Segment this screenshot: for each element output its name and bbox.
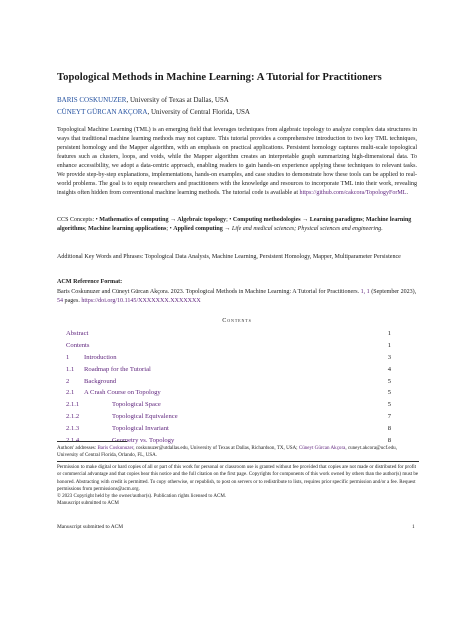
author-line-1: [57, 96, 229, 104]
code-link[interactable]: https://github.com/cakcora/TopologyForML: [299, 190, 407, 197]
toc-entry[interactable]: [57, 413, 391, 425]
footnote-author-2[interactable]: Cüneyt Gürcan Akçora: [298, 445, 346, 451]
toc-label[interactable]: Roadmap for the Tutorial: [84, 365, 151, 373]
authors-addresses: [57, 445, 419, 460]
toc-page-number: 1: [387, 341, 391, 349]
toc-page-number: 7: [387, 413, 391, 421]
footer-left: Manuscript submitted to ACM: [57, 524, 124, 530]
ccs-concept-5: Applied computing: [173, 226, 223, 233]
footnote-rule: [57, 441, 127, 442]
toc-label[interactable]: A Crash Course on Topology: [84, 389, 161, 397]
toc-page-number: 1: [387, 330, 391, 337]
toc-label[interactable]: Topological Space: [112, 401, 161, 409]
permission-block: [57, 464, 419, 508]
author-name-2[interactable]: CÜNEYT GÜRCAN AKÇORA: [57, 108, 148, 116]
toc-label[interactable]: Abstract: [66, 330, 89, 337]
toc-entry[interactable]: [57, 342, 391, 354]
author-affiliation-2: , University of Central Florida, USA: [147, 108, 250, 116]
toc-entry[interactable]: [57, 378, 391, 390]
footnote-lead: Authors' addresses:: [57, 445, 98, 451]
ccs-concepts: [57, 216, 417, 234]
toc-number: 2: [66, 377, 70, 385]
permission-text: Permission to make digital or hard copies of all or part of this work for personal or classroom use is granted without fee provided that copies are not made or distributed for profit or commercial advantage and that copies bear this notice and the full citation on the first page. Copyrights for components of this work owned by others than the author(s) must be honored. Abstracting with credit is permitted. To copy otherwise, or republish, to post on servers or to redistribute to lists, requires prior specific permission and/or a fee. Request permissions from permissions@acm.org.: [57, 464, 419, 492]
ccs-concept-3: Machine learning algorithms: [57, 217, 412, 233]
toc-number: 1.1: [66, 365, 75, 373]
volume-link[interactable]: 1, 1: [360, 289, 370, 295]
ccs-concept-6: Life and medical sciences; Physical sciences and engineering: [231, 226, 382, 233]
ccs-lead: CCS Concepts: •: [57, 217, 100, 223]
toc-label[interactable]: Topological Invariant: [112, 425, 169, 433]
toc-page-number: 8: [387, 437, 391, 445]
reference-line-3: pages.: [63, 298, 82, 305]
author-affiliation-1: , University of Texas at Dallas, USA: [126, 96, 229, 104]
toc-number: 2.1: [66, 389, 75, 397]
reference-text: [57, 288, 419, 306]
toc-label[interactable]: Geometry vs. Topology: [112, 437, 175, 445]
footnote-text-2: , cuneyt.akcora@ucf.edu, University of Central Florida, Orlando, FL, USA.: [57, 445, 397, 459]
toc-number: 2.1.2: [66, 413, 80, 421]
footnote-text-1: , coskunuzer@utdallas.edu, University of Texas at Dallas, Richardson, TX, USA;: [133, 445, 299, 451]
submitted-text: Manuscript submitted to ACM: [57, 500, 119, 507]
toc-number: 2.1.4: [66, 437, 80, 445]
toc-entry[interactable]: [57, 330, 391, 342]
abstract-end: .: [406, 190, 408, 197]
copyright-text: © 2023 Copyright held by the owner/author(s). Publication rights licensed to ACM.: [57, 493, 227, 500]
toc-label[interactable]: Contents: [66, 341, 90, 349]
toc-page-number: 5: [387, 377, 391, 385]
footnote-author-1[interactable]: Baris Coskunuzer: [97, 445, 134, 451]
keywords: Additional Key Words and Phrases: Topological Data Analysis, Machine Learning, Persistent Homology, Mapper, Multiparameter Persistence: [57, 254, 401, 260]
paper-title: Topological Methods in Machine Learning: A Tutorial for Practitioners: [57, 72, 382, 83]
table-of-contents: [57, 330, 391, 449]
toc-page-number: 5: [387, 401, 391, 409]
ccs-arrow: →: [222, 226, 232, 233]
ccs-sep-1: ; •: [226, 217, 233, 223]
ccs-sep-4: ; •: [166, 226, 174, 233]
toc-page-number: 8: [387, 425, 391, 433]
abstract-text: Topological Machine Learning (TML) is an emerging field that leverages techniques from algebraic topology to analyze complex data structures in ways that traditional machine learning methods may not capture. This tutorial provides a comprehensive introduction to two key TML techniques, persistent homology and the Mapper algorithm, with an emphasis on practical applications. Persistent homology captures multi-scale topological features such as clusters, loops, and voids, while the Mapper algorithm creates an interpretable graph summarizing high-dimensional data. To enhance accessibility, we adopt a data-centric approach, enabling readers to gain hands-on experience applying these techniques to relevant tasks. We provide step-by-step explanations, implementations, hands-on examples, and case studies to demonstrate how these tools can be applied to real-world problems. The goal is to equip researchers and practitioners with the knowledge and resources to incorporate TML into their work, revealing insights often hidden from conventional machine learning methods. The tutorial code is available at: [57, 127, 417, 197]
reference-line-1: Baris Coskunuzer and Cüneyt Gürcan Akçora. 2023. Topological Methods in Machine Learning: A Tutorial for Practitioners.: [57, 289, 361, 295]
page-number: 1: [412, 524, 415, 530]
toc-page-number: 4: [387, 365, 391, 373]
pages-link[interactable]: 54: [57, 298, 64, 305]
toc-label[interactable]: Introduction: [84, 353, 117, 361]
toc-entry[interactable]: [57, 401, 391, 413]
toc-page-number: 5: [387, 389, 391, 397]
permission-rule: [57, 461, 419, 462]
toc-entry[interactable]: [57, 389, 391, 401]
toc-entry[interactable]: [57, 366, 391, 378]
ccs-concept-1: Mathematics of computing → Algebraic topology: [99, 217, 227, 223]
reference-line-2: (September 2023),: [369, 289, 417, 295]
reference-heading: ACM Reference Format:: [57, 279, 123, 285]
toc-number: 2.1.3: [66, 425, 80, 433]
ccs-end: .: [381, 226, 383, 233]
doi-link[interactable]: https://doi.org/10.1145/XXXXXXX.XXXXXXX: [81, 298, 201, 305]
toc-label[interactable]: Topological Equivalence: [112, 413, 178, 421]
toc-entry[interactable]: [57, 354, 391, 366]
ccs-sep-2: ;: [362, 217, 366, 223]
toc-label[interactable]: Background: [84, 377, 117, 385]
toc-page-number: 3: [387, 353, 391, 361]
ccs-concept-2: Computing methodologies → Learning paradigms: [232, 217, 363, 223]
contents-heading: Contents: [222, 317, 252, 324]
toc-number: 2.1.1: [66, 401, 80, 409]
ccs-concept-4: Machine learning applications: [88, 226, 167, 233]
abstract: [57, 126, 417, 198]
author-name-1[interactable]: BARIS COSKUNUZER: [57, 96, 127, 104]
toc-entry[interactable]: [57, 425, 391, 437]
ccs-sep-3: ;: [84, 226, 89, 233]
author-line-2: [57, 108, 250, 116]
toc-number: 1: [66, 353, 70, 361]
